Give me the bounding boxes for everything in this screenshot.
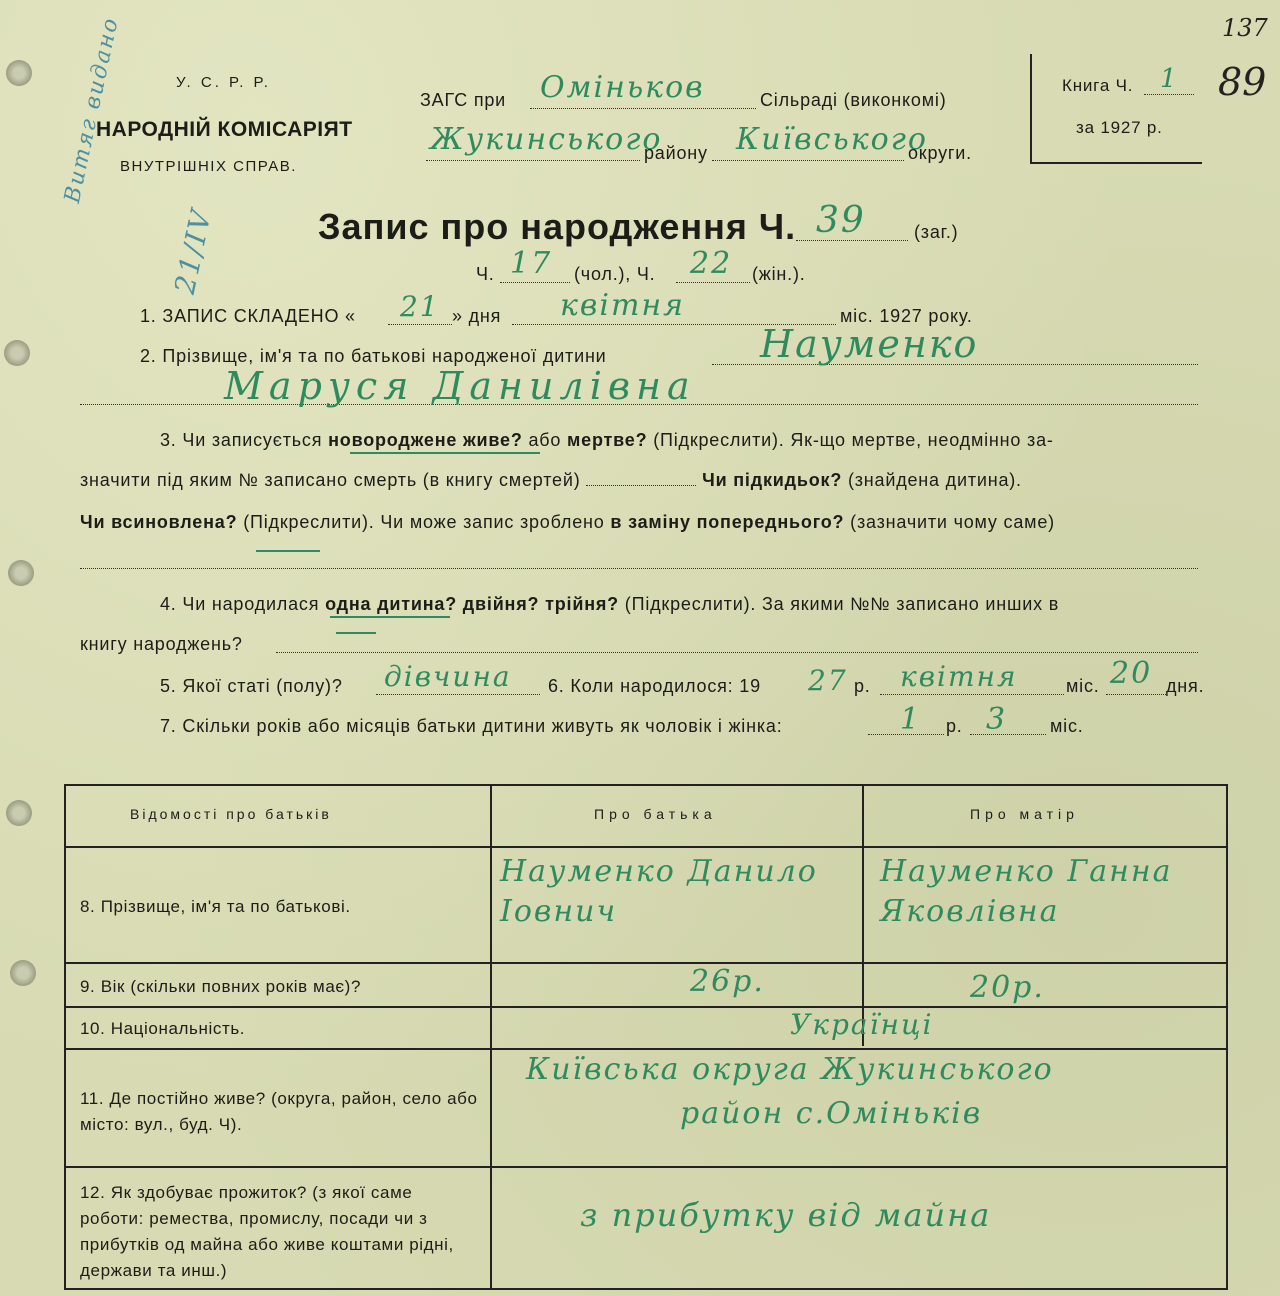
- born-label: 6. Коли народилося: 19: [548, 676, 761, 696]
- table-row-rule: [64, 962, 1228, 964]
- margin-note-date: 21/IV: [168, 205, 219, 297]
- ussr-label: У. С. Р. Р.: [176, 74, 271, 91]
- row8-label: 8. Прізвище, ім'я та по батькові.: [80, 897, 351, 916]
- born-month-line: [880, 694, 1064, 695]
- zags-suffix: Сільраді (виконкомі): [760, 90, 947, 110]
- item3-line2: значити під яким № записано смерть (в книгу смертей) Чи підкидьок? (знайдена дитина).: [80, 470, 1022, 490]
- punch-hole: [6, 800, 32, 826]
- district-line: [426, 160, 640, 161]
- dash-mark: [336, 632, 376, 634]
- book-box: [1030, 54, 1202, 164]
- item4-line2: книгу народжень?: [80, 634, 243, 654]
- region-suffix: округи.: [908, 143, 972, 163]
- born-year: 27: [808, 664, 848, 697]
- table-header-info: Відомості про батьків: [130, 806, 332, 822]
- item5-label: 5. Якої статі (полу)?: [160, 676, 343, 696]
- male-count-label: Ч.: [476, 264, 495, 284]
- item1-day-line: [388, 324, 452, 325]
- zags-prefix: ЗАГС при: [420, 90, 507, 110]
- female-count: 22: [690, 246, 733, 281]
- item7-label: 7. Скільки років або місяців батьки дитини живуть як чоловік і жінка:: [160, 716, 783, 736]
- item3-line1: 3. Чи записується новороджене живе? або мертве? (Підкреслити). Як-що мертве, неодмінно за-: [160, 430, 1054, 450]
- dash-mark: [256, 550, 320, 552]
- item3-blank-line: [80, 568, 1198, 569]
- book-number-line: [1144, 94, 1194, 95]
- punch-hole: [4, 340, 30, 366]
- child-name: Маруся Данилівна: [224, 364, 696, 408]
- father-name: Науменко Данило Іовнич: [500, 854, 818, 929]
- book-number: 1: [1160, 64, 1179, 94]
- item1-day: 21: [400, 290, 440, 323]
- male-label: (чол.), Ч.: [574, 264, 656, 284]
- livelihood: з прибутку від майна: [580, 1196, 992, 1234]
- item4-line1: 4. Чи народилася одна дитина? двійня? трійня? (Підкреслити). За якими №№ записано инших в: [160, 594, 1060, 614]
- table-header-mother: Про матір: [970, 806, 1079, 822]
- record-number-suffix: (заг.): [914, 222, 959, 242]
- married-years: 1: [900, 702, 922, 737]
- row9-label: 9. Вік (скільки повних років має)?: [80, 977, 361, 996]
- department-label: ВНУТРІШНІХ СПРАВ.: [120, 158, 297, 175]
- residence-line1: Київська округа Жукинського: [526, 1052, 1054, 1087]
- table-row-rule: [64, 1166, 1228, 1168]
- book-label: Книга Ч.: [1062, 76, 1134, 95]
- sex-value: дівчина: [384, 660, 512, 693]
- row11-label: 11. Де постійно живе? (округа, район, село або місто: вул., буд. Ч).: [80, 1089, 478, 1134]
- married-months: 3: [986, 702, 1008, 737]
- item4-blank-line: [276, 652, 1198, 653]
- region-line: [712, 160, 904, 161]
- married-years-suffix: р.: [946, 716, 963, 736]
- margin-note: Витяг видано: [60, 14, 124, 206]
- row10-label: 10. Національність.: [80, 1019, 246, 1038]
- district-value: Жукинського: [430, 122, 663, 157]
- zags-place-value: Оміньков: [540, 70, 705, 105]
- book-year: за 1927 р.: [1076, 118, 1163, 137]
- punch-hole: [6, 60, 32, 86]
- item1-suffix: міс. 1927 року.: [840, 306, 973, 326]
- punch-hole: [8, 560, 34, 586]
- mother-age: 20р.: [970, 970, 1045, 1005]
- male-count-line: [500, 282, 570, 283]
- record-number: 39: [816, 200, 866, 241]
- zags-place-line: [530, 108, 756, 109]
- born-month-suffix: міс.: [1066, 676, 1100, 696]
- table-col-rule: [490, 784, 492, 946]
- item1-prefix: 1. ЗАПИС СКЛАДЕНО «: [140, 306, 356, 326]
- female-count-line: [676, 282, 750, 283]
- father-age: 26р.: [690, 964, 765, 999]
- item1-mid: » дня: [452, 306, 502, 326]
- table-col-rule: [490, 946, 492, 1046]
- male-count: 17: [510, 246, 553, 281]
- punch-hole: [10, 960, 36, 986]
- table-col-rule: [490, 1046, 492, 1290]
- married-months-suffix: міс.: [1050, 716, 1084, 736]
- record-title: Запис про народження Ч.: [318, 206, 797, 247]
- born-day: 20: [1110, 656, 1153, 691]
- mother-name: Науменко Ганна Яковлівна: [880, 854, 1173, 929]
- item2-label: 2. Прізвище, ім'я та по батькові народженої дитини: [140, 346, 607, 366]
- table-row-rule: [64, 1048, 1228, 1050]
- table-header-father: Про батька: [594, 806, 717, 822]
- row12-label: 12. Як здобуває прожиток? (з якої саме роботи: ремества, промислу, посади чи з прибутків од майна або живе коштами рідні, держави та инш.): [80, 1183, 454, 1280]
- born-year-suffix: р.: [854, 676, 871, 696]
- archive-number-top: 137: [1222, 14, 1268, 42]
- child-surname: Науменко: [760, 322, 979, 366]
- born-day-line: [1106, 694, 1166, 695]
- region-value: Київського: [736, 122, 928, 157]
- female-label: (жін.).: [752, 264, 806, 284]
- residence-line2: район с.Оміньків: [680, 1096, 983, 1131]
- item3-line3: Чи всиновлена? (Підкреслити). Чи може запис зроблено в заміну попереднього? (зазначити чому саме): [80, 512, 1055, 532]
- born-month: квітня: [900, 660, 1018, 693]
- commissariat-title: НАРОДНІЙ КОМІСАРІЯТ: [96, 118, 353, 141]
- born-day-suffix: дня.: [1166, 676, 1205, 696]
- underline-mark: [350, 452, 540, 454]
- sex-line: [376, 694, 540, 695]
- archive-number-bottom: 89: [1218, 60, 1267, 104]
- nationality: Українці: [790, 1008, 934, 1041]
- item1-month: квітня: [560, 288, 686, 323]
- table-row-rule: [64, 846, 1228, 848]
- district-suffix: району: [644, 143, 708, 163]
- table-row-rule: [64, 1006, 1228, 1008]
- underline-mark: [330, 616, 450, 618]
- married-months-line: [970, 734, 1046, 735]
